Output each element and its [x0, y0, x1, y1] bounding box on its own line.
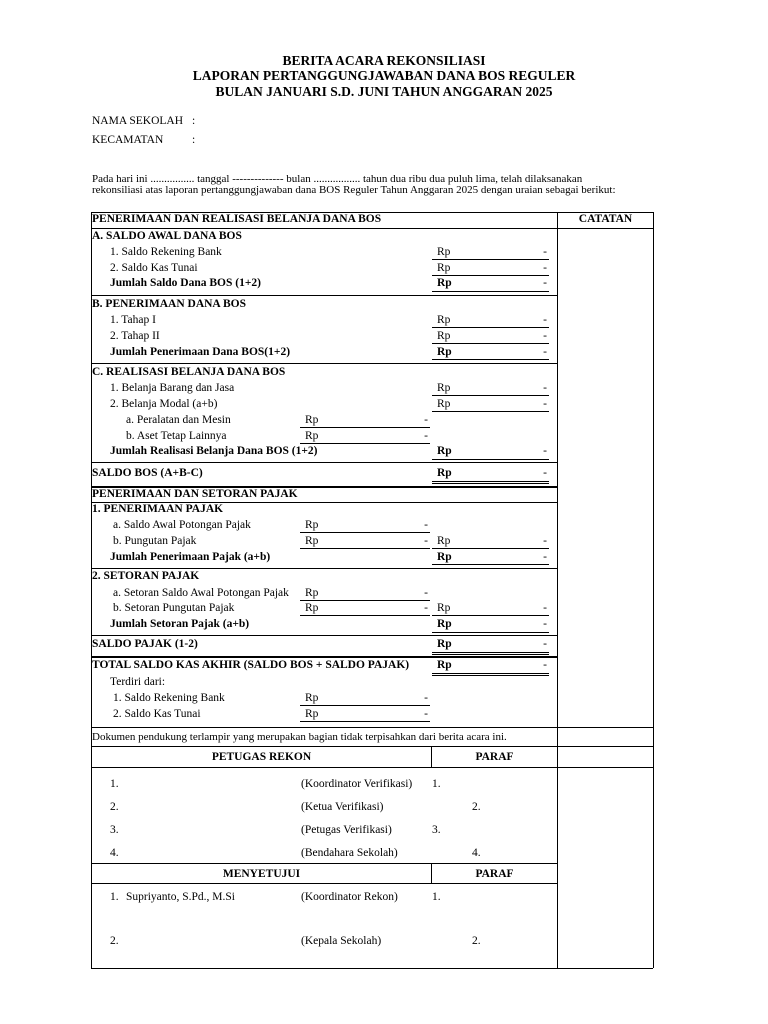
value-dash: -	[543, 398, 547, 410]
supporting-docs-note: Dokumen pendukung terlampir yang merupakan bagian tidak terpisahkan dari berita acara ini.	[92, 731, 507, 743]
double-underline	[432, 652, 549, 653]
underline	[300, 721, 430, 722]
value-dash: -	[543, 535, 547, 547]
value-dash: -	[543, 467, 547, 479]
section-c-sub-a: a. Peralatan dan Mesin	[126, 414, 231, 426]
paraf-number: 4.	[472, 847, 481, 859]
rp-label: Rp	[437, 535, 451, 547]
underline	[432, 411, 549, 412]
doc-period: BULAN JANUARI S.D. JUNI TAHUN ANGGARAN 2025	[215, 84, 553, 99]
double-underline	[432, 654, 549, 655]
rp-label: Rp	[437, 262, 451, 274]
value-dash: -	[543, 602, 547, 614]
section-b-title: B. PENERIMAAN DANA BOS	[92, 298, 246, 310]
section-a-item-2: 2. Saldo Kas Tunai	[110, 262, 198, 274]
underline	[432, 548, 549, 549]
intro-line-1: Pada hari ini ................ tanggal -------------- bulan ................. tahun dua ribu dua puluh lima, telah dilaksanakan	[92, 173, 583, 185]
officer-role: (Bendahara Sekolah)	[301, 847, 398, 859]
paraf-number: 1.	[432, 778, 441, 790]
approver-number: 2.	[110, 935, 119, 947]
value-dash: -	[543, 277, 547, 289]
tax-deposit-title: 2. SETORAN PAJAK	[92, 570, 200, 582]
value-dash: -	[543, 314, 547, 326]
tax-section-header: PENERIMAAN DAN SETORAN PAJAK	[92, 488, 298, 500]
tax-deposit-total: Jumlah Setoran Pajak (a+b)	[110, 618, 250, 630]
rp-label: Rp	[437, 638, 452, 650]
paraf-number: 1.	[432, 891, 441, 903]
value-dash: -	[543, 445, 547, 457]
approval-header: MENYETUJUI	[222, 868, 301, 880]
officer-number: 2.	[110, 801, 119, 813]
school-name-label: NAMA SEKOLAH	[92, 115, 184, 127]
officers-header: PETUGAS REKON	[211, 751, 312, 763]
rp-label: Rp	[305, 602, 319, 614]
row-divider	[91, 657, 557, 658]
officer-role: (Koordinator Verifikasi)	[301, 778, 413, 790]
district-label: KECAMATAN	[92, 134, 164, 146]
approver-number: 1.	[110, 891, 119, 903]
total-kas-label: TOTAL SALDO KAS AKHIR (SALDO BOS + SALDO PAJAK)	[92, 659, 410, 671]
tax-deposit-a: a. Setoran Saldo Awal Potongan Pajak	[113, 587, 289, 599]
value-dash: -	[543, 618, 547, 630]
value-dash: -	[424, 602, 428, 614]
rp-label: Rp	[437, 246, 451, 258]
value-dash: -	[543, 551, 547, 563]
underline	[300, 705, 430, 706]
rp-label: Rp	[305, 519, 319, 531]
rp-label: Rp	[305, 692, 319, 704]
table-header-main: PENERIMAAN DAN REALISASI BELANJA DANA BOS	[92, 213, 382, 225]
rp-label: Rp	[437, 659, 452, 671]
underline	[432, 564, 549, 565]
row-divider	[91, 635, 557, 636]
row-divider	[91, 863, 557, 864]
paraf-header: PARAF	[475, 751, 514, 763]
value-dash: -	[424, 519, 428, 531]
value-dash: -	[424, 414, 428, 426]
rp-label: Rp	[305, 414, 319, 426]
value-dash: -	[424, 692, 428, 704]
paraf-number: 2.	[472, 801, 481, 813]
kas-bank: 1. Saldo Rekening Bank	[113, 692, 225, 704]
row-divider	[91, 295, 557, 296]
section-c-total: Jumlah Realisasi Belanja Dana BOS (1+2)	[110, 445, 318, 457]
underline	[300, 600, 430, 601]
value-dash: -	[543, 330, 547, 342]
section-a-title: A. SALDO AWAL DANA BOS	[92, 230, 242, 242]
underline	[300, 615, 430, 616]
rp-label: Rp	[437, 467, 452, 479]
officer-number: 1.	[110, 778, 119, 790]
row-divider	[91, 228, 653, 229]
notes-column-divider-lower	[557, 747, 558, 968]
section-c-title: C. REALISASI BELANJA DANA BOS	[92, 366, 286, 378]
tax-deposit-b: b. Setoran Pungutan Pajak	[113, 602, 235, 614]
underline	[300, 443, 430, 444]
rp-label: Rp	[437, 330, 451, 342]
doc-subtitle: LAPORAN PERTANGGUNGJAWABAN DANA BOS REGULER	[192, 68, 576, 83]
value-dash: -	[543, 246, 547, 258]
section-c-sub-b: b. Aset Tetap Lainnya	[126, 430, 227, 442]
row-divider	[91, 746, 653, 747]
tax-receipt-title: 1. PENERIMAAN PAJAK	[92, 503, 224, 515]
tax-receipt-a: a. Saldo Awal Potongan Pajak	[113, 519, 251, 531]
double-underline	[432, 673, 549, 674]
underline	[300, 427, 430, 428]
approver-name: Supriyanto, S.Pd., M.Si	[126, 891, 235, 903]
section-c-item-1: 1. Belanja Barang dan Jasa	[110, 382, 235, 394]
approver-role: (Kepala Sekolah)	[301, 935, 382, 947]
row-divider	[91, 767, 653, 768]
section-a-total: Jumlah Saldo Dana BOS (1+2)	[110, 277, 261, 289]
underline	[432, 275, 549, 276]
row-divider	[91, 883, 557, 884]
underline	[432, 359, 549, 360]
colon: :	[192, 115, 196, 127]
rp-label: Rp	[437, 398, 451, 410]
value-dash: -	[543, 659, 547, 671]
value-dash: -	[424, 708, 428, 720]
tax-receipt-b: b. Pungutan Pajak	[113, 535, 197, 547]
double-underline	[432, 483, 549, 484]
rp-label: Rp	[305, 430, 319, 442]
kas-tunai: 2. Saldo Kas Tunai	[113, 708, 201, 720]
approver-role: (Koordinator Rekon)	[301, 891, 398, 903]
table-header-notes: CATATAN	[578, 213, 633, 225]
table-border-left	[91, 212, 92, 968]
underline	[432, 259, 549, 260]
paraf-number: 3.	[432, 824, 441, 836]
underline	[300, 548, 430, 549]
doc-title: BERITA ACARA REKONSILIASI	[282, 53, 486, 68]
approval-paraf-header: PARAF	[475, 868, 514, 880]
section-c-item-2: 2. Belanja Modal (a+b)	[110, 398, 218, 410]
rp-label: Rp	[437, 314, 451, 326]
value-dash: -	[543, 346, 547, 358]
saldo-pajak-label: SALDO PAJAK (1-2)	[92, 638, 198, 650]
officer-role: (Petugas Verifikasi)	[301, 824, 392, 836]
rp-label: Rp	[437, 445, 452, 457]
value-dash: -	[543, 638, 547, 650]
underline	[432, 343, 549, 344]
rp-label: Rp	[437, 551, 452, 563]
section-b-item-2: 2. Tahap II	[110, 330, 160, 342]
rp-label: Rp	[305, 587, 319, 599]
value-dash: -	[543, 262, 547, 274]
double-underline	[432, 675, 549, 676]
row-divider	[91, 462, 557, 463]
rp-label: Rp	[437, 346, 452, 358]
terdiri-label: Terdiri dari:	[110, 676, 166, 688]
rp-label: Rp	[437, 618, 452, 630]
double-underline	[432, 481, 549, 482]
rp-label: Rp	[305, 708, 319, 720]
underline	[432, 459, 549, 460]
section-a-item-1: 1. Saldo Rekening Bank	[110, 246, 222, 258]
officer-number: 3.	[110, 824, 119, 836]
section-b-item-1: 1. Tahap I	[110, 314, 156, 326]
colon: :	[192, 134, 196, 146]
underline	[300, 532, 430, 533]
saldo-bos-label: SALDO BOS (A+B-C)	[92, 467, 203, 479]
rp-label: Rp	[437, 382, 451, 394]
value-dash: -	[424, 430, 428, 442]
paraf-number: 2.	[472, 935, 481, 947]
section-b-total: Jumlah Penerimaan Dana BOS(1+2)	[110, 346, 291, 358]
row-divider	[91, 568, 557, 569]
underline	[432, 615, 549, 616]
row-divider	[91, 363, 557, 364]
intro-line-2: rekonsiliasi atas laporan pertanggungjawaban dana BOS Reguler Tahun Anggaran 2025 dengan uraian sebagai berikut:	[92, 184, 616, 196]
table-border-bottom	[91, 968, 653, 969]
underline	[432, 327, 549, 328]
underline	[432, 291, 549, 292]
underline	[432, 395, 549, 396]
underline	[432, 632, 549, 633]
rp-label: Rp	[437, 277, 452, 289]
tax-receipt-total: Jumlah Penerimaan Pajak (a+b)	[110, 551, 271, 563]
rp-label: Rp	[437, 602, 451, 614]
officer-number: 4.	[110, 847, 119, 859]
table-border-right	[653, 212, 654, 968]
officer-role: (Ketua Verifikasi)	[301, 801, 384, 813]
row-divider	[91, 727, 653, 728]
value-dash: -	[424, 535, 428, 547]
value-dash: -	[543, 382, 547, 394]
rp-label: Rp	[305, 535, 319, 547]
value-dash: -	[424, 587, 428, 599]
notes-column-divider	[557, 212, 558, 746]
